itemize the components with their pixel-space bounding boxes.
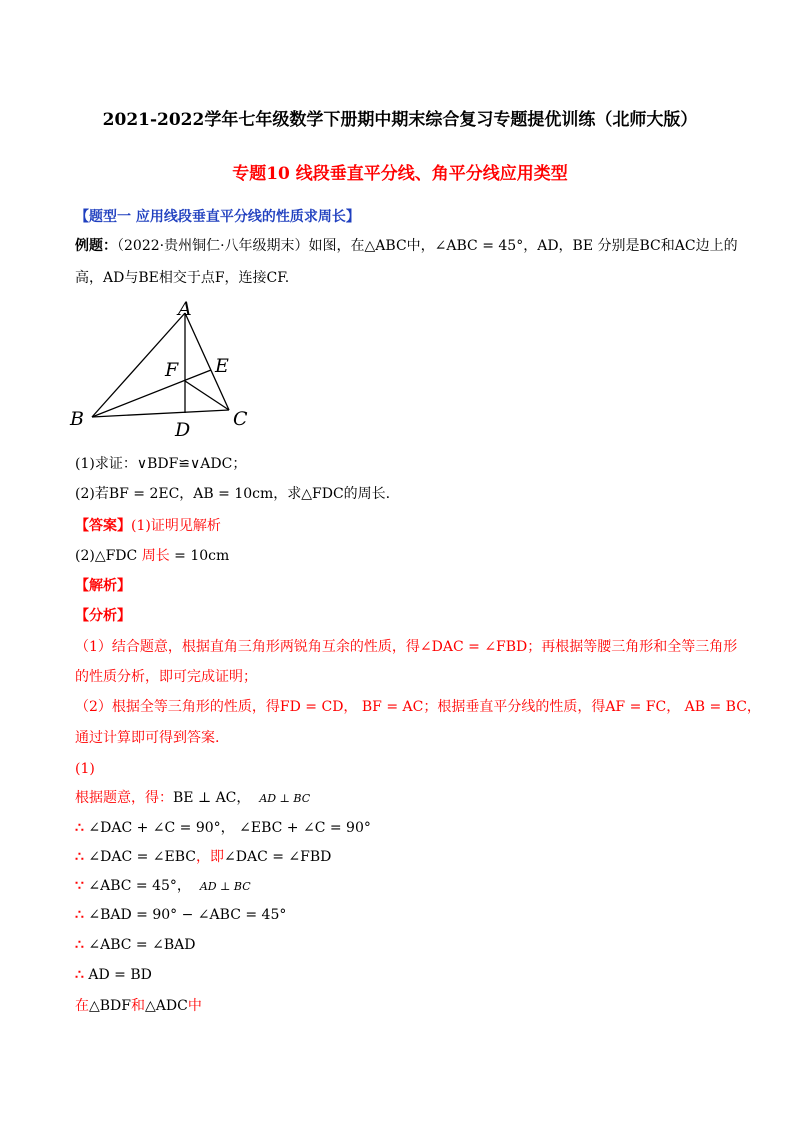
step-1-small-math: AD ⊥ BC bbox=[259, 792, 311, 805]
step-8-text-b: 和 bbox=[131, 998, 145, 1014]
question-2: (2)若BF = 2EC，AB = 10cm，求△FDC的周长. bbox=[75, 486, 391, 502]
therefore-symbol: ∴ bbox=[75, 937, 84, 953]
answer-1: (1)证明见解析 bbox=[131, 518, 221, 534]
step-7-math: AD = BD bbox=[88, 967, 152, 983]
therefore-symbol: ∴ bbox=[75, 967, 84, 983]
step-4-small-math: AD ⊥ BC bbox=[199, 880, 251, 893]
example-text-1: （2022·贵州铜仁·八年级期末）如图，在△ABC中，∠ABC = 45°，AD，BE 分别是BC和AC边上的 bbox=[117, 238, 738, 254]
step-8-text-a: 在 bbox=[75, 998, 89, 1014]
answer-line-2 bbox=[75, 546, 229, 566]
solution-step-7 bbox=[75, 965, 152, 985]
step-3-math: ∠DAC = ∠EBC bbox=[88, 849, 196, 865]
question-1: (1)求证：∨BDF≌∨ADC； bbox=[75, 456, 247, 472]
analysis-p1-line-1: （1）结合题意，根据直角三角形两锐角互余的性质，得∠DAC = ∠FBD；再根据等腰三角形和全等三角形 bbox=[75, 639, 738, 655]
analysis-p2-line-1: （2）根据全等三角形的性质，得FD = CD， BF = AC；根据垂直平分线的性质，得AF = FC， AB = BC， bbox=[75, 699, 761, 715]
step-8-text-c: 中 bbox=[187, 998, 202, 1014]
topic-subtitle: 专题10 线段垂直平分线、角平分线应用类型 bbox=[232, 164, 568, 184]
step-8-math-2: △ADC bbox=[145, 998, 188, 1014]
step-8-math-1: △BDF bbox=[89, 998, 131, 1014]
label-c: C bbox=[233, 408, 248, 430]
answer-2-mid: 周长 bbox=[141, 548, 170, 564]
answer-2-value: = 10cm bbox=[169, 548, 230, 564]
step-1-math: BE ⊥ AC， bbox=[173, 790, 251, 806]
solution-step-5 bbox=[75, 905, 286, 925]
step-2-math: ∠DAC + ∠C = 90°， ∠EBC + ∠C = 90° bbox=[88, 820, 371, 836]
label-e: E bbox=[215, 355, 229, 377]
solution-part-1: (1) bbox=[75, 761, 95, 777]
example-line-1 bbox=[75, 236, 738, 256]
analysis-p2-line-2: 通过计算即可得到答案. bbox=[75, 730, 220, 746]
solution-step-3 bbox=[75, 847, 331, 867]
type-heading: 【题型一 应用线段垂直平分线的性质求周长】 bbox=[75, 209, 360, 225]
step-6-math: ∠ABC = ∠BAD bbox=[88, 937, 196, 953]
label-d: D bbox=[175, 419, 191, 441]
step-1-text: 根据题意，得： bbox=[75, 790, 173, 806]
step-5-math: ∠BAD = 90° − ∠ABC = 45° bbox=[88, 907, 287, 923]
solution-step-6 bbox=[75, 935, 195, 955]
segment-bc bbox=[92, 410, 229, 417]
analysis-sub-label: 【分析】 bbox=[75, 608, 131, 624]
analysis-label: 【解析】 bbox=[75, 578, 131, 594]
step-3-sep: ，即 bbox=[196, 849, 224, 865]
triangle-figure bbox=[65, 298, 265, 443]
segment-be bbox=[92, 370, 211, 417]
example-line-2: 高，AD与BE相交于点F，连接CF. bbox=[75, 270, 290, 286]
analysis-p1-line-2: 的性质分析，即可完成证明； bbox=[75, 669, 257, 685]
label-f: F bbox=[165, 359, 179, 381]
label-a: A bbox=[178, 298, 192, 320]
because-symbol: ∵ bbox=[75, 878, 84, 894]
answer-line-1 bbox=[75, 516, 221, 536]
solution-step-8 bbox=[75, 996, 202, 1016]
answer-2-prefix: (2)△FDC bbox=[75, 548, 142, 564]
solution-step-1 bbox=[75, 788, 310, 809]
solution-step-4 bbox=[75, 876, 251, 897]
therefore-symbol: ∴ bbox=[75, 907, 84, 923]
document-title: 2021-2022学年七年级数学下册期中期末综合复习专题提优训练（北师大版） bbox=[102, 110, 698, 130]
step-4-math: ∠ABC = 45°， bbox=[88, 878, 191, 894]
answer-label: 【答案】 bbox=[75, 518, 131, 534]
example-label: 例题： bbox=[75, 238, 117, 254]
therefore-symbol: ∴ bbox=[75, 820, 84, 836]
label-b: B bbox=[70, 408, 84, 430]
step-3-math-2: ∠DAC = ∠FBD bbox=[224, 849, 332, 865]
therefore-symbol: ∴ bbox=[75, 849, 84, 865]
solution-step-2 bbox=[75, 818, 371, 838]
